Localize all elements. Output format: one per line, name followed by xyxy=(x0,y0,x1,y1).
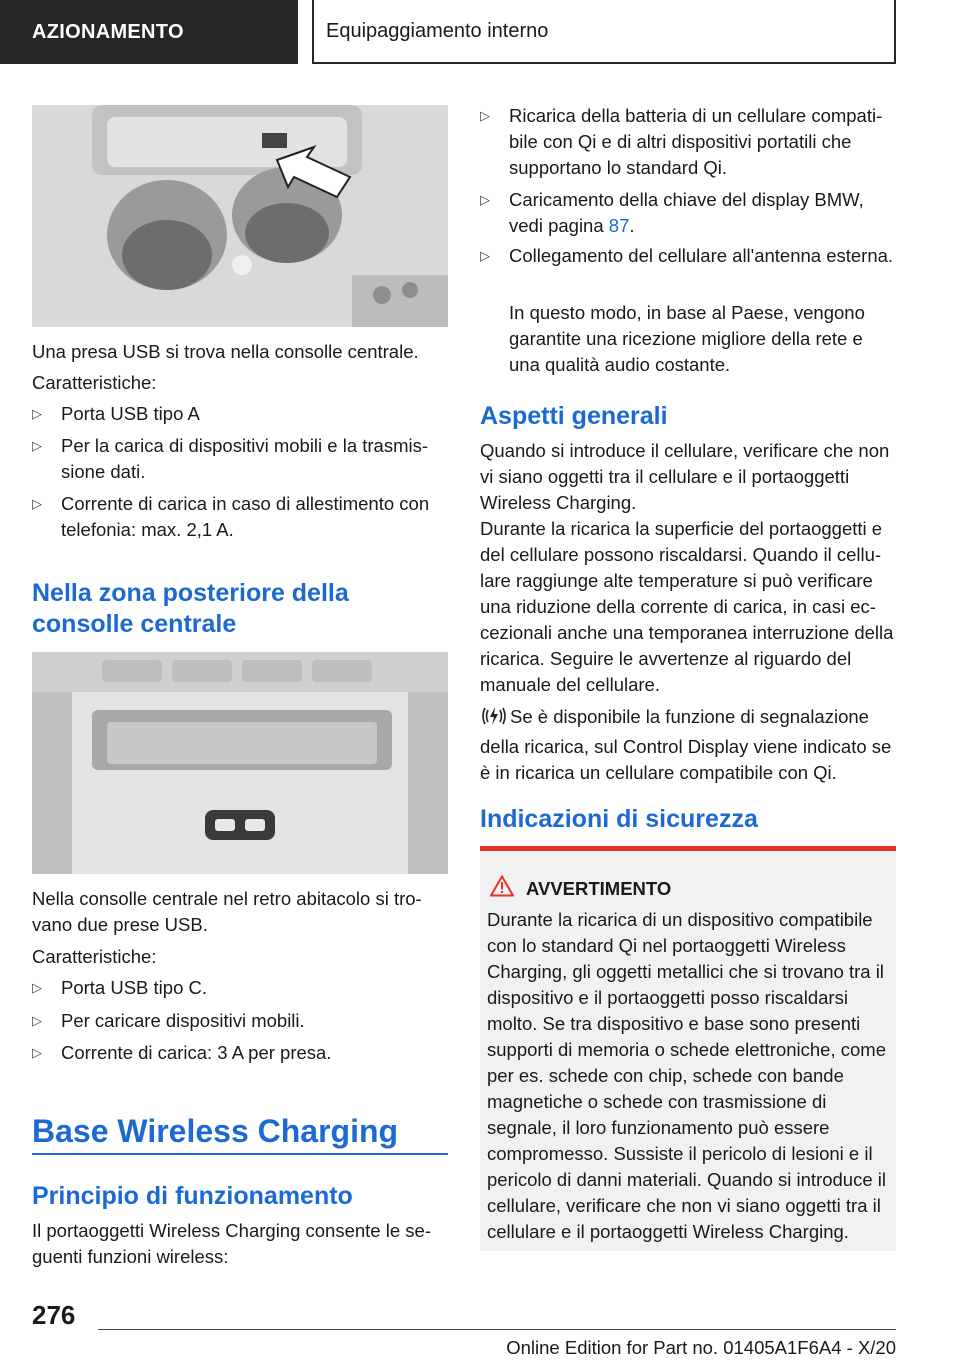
general-paragraph-1: Quando si introduce il cellulare, verificare che non vi siano oggetti tra il cellulare e il portaoggetti Wireless Charging. xyxy=(480,440,890,513)
safety-heading: Indicazioni di sicurezza xyxy=(480,805,758,833)
usb-front-photo xyxy=(32,105,448,327)
list-item: ▷ Porta USB tipo A xyxy=(32,401,448,427)
triangle-bullet-icon: ▷ xyxy=(480,108,490,123)
warning-box xyxy=(480,846,896,1251)
triangle-bullet-icon: ▷ xyxy=(480,248,490,263)
rear-console-text: Nella consolle centrale nel retro abitacolo si tro-vano due prese USB. xyxy=(32,888,422,935)
heading-rule xyxy=(32,1153,448,1155)
chapter-title xyxy=(312,0,896,64)
principle-text: Il portaoggetti Wireless Charging consente le se-guenti funzioni wireless: xyxy=(32,1220,431,1267)
warning-triangle-icon xyxy=(490,875,526,902)
page-link[interactable]: 87 xyxy=(608,215,630,236)
warning-header xyxy=(490,875,671,902)
features-label-2: Caratteristiche: xyxy=(32,946,157,967)
general-paragraph-2: Durante la ricarica la superficie del portaoggetti e del cellulare possono riscaldarsi. Quando il cellu-lare raggiunge alte temperature si può verificare una riduzione della corrente di carica, in casi ec-cezionali anche una temporanea interruzione della ricarica. Seguire le avvertenze al riguardo del manuale del cellulare. xyxy=(480,518,894,695)
features-label-1: Caratteristiche: xyxy=(32,372,157,393)
triangle-bullet-icon: ▷ xyxy=(480,192,490,207)
general-paragraph-3: Se è disponibile la funzione di segnalazione della ricarica, sul Control Display viene indicato se è in ricarica un cellulare compatibile con Qi. xyxy=(480,706,892,783)
list-item: ▷ Ricarica della batteria di un cellulare compati-bile con Qi e di altri dispositivi portatili che supportano lo standard Qi. xyxy=(480,105,883,178)
rear-console-heading: Nella zona posteriore della consolle centrale xyxy=(32,579,349,638)
wireless-charging-icon xyxy=(480,705,510,734)
usb-rear-photo xyxy=(32,652,448,874)
warning-title: AVVERTIMENTO xyxy=(526,877,672,899)
list-item: ▷ Porta USB tipo C. xyxy=(32,975,448,1001)
main-heading: Base Wireless Charging xyxy=(32,1113,399,1149)
section-tab xyxy=(0,0,298,64)
chapter-title-text: Equipaggiamento interno xyxy=(326,19,549,42)
triangle-bullet-icon: ▷ xyxy=(32,980,42,995)
list-item: ▷ Collegamento del cellulare all'antenna esterna. xyxy=(480,243,896,269)
list-item: ▷ Per la carica di dispositivi mobili e la trasmis-sione dati. xyxy=(32,435,429,482)
triangle-bullet-icon: ▷ xyxy=(32,1013,42,1028)
section-label: AZIONAMENTO xyxy=(32,20,184,43)
usb-front-text: Una presa USB si trova nella consolle centrale. xyxy=(32,341,419,362)
list-item: ▷ Caricamento della chiave del display BMW, vedi pagina 87. xyxy=(480,189,864,236)
footer-edition: Online Edition for Part no. 01405A1F6A4 - X/20 xyxy=(506,1337,896,1358)
triangle-bullet-icon: ▷ xyxy=(32,406,42,421)
triangle-bullet-icon: ▷ xyxy=(32,438,42,453)
principle-heading: Principio di funzionamento xyxy=(32,1182,353,1210)
general-heading: Aspetti generali xyxy=(480,402,668,430)
list-item: ▷ Per caricare dispositivi mobili. xyxy=(32,1008,448,1034)
triangle-bullet-icon: ▷ xyxy=(32,1045,42,1060)
triangle-bullet-icon: ▷ xyxy=(32,496,42,511)
warning-text: Durante la ricarica di un dispositivo compatibile con lo standard Qi nel portaoggetti Wireless Charging, gli oggetti metallici che si trovano tra il dispositivo e il portaoggetti posso riscaldarsi molto. Se tra dispositivo e base sono presenti supporti di memoria o schede elettroniche, come per es. schede con chip, schede con bande magnetiche o schede con trasmissione di segnale, il loro funzionamento può essere compromesso. Sussiste il pericolo di lesioni e il pericolo di danni materiali. Quando si introduce il cellulare, verificare che non vi siano oggetti tra il cellulare e il portaoggetti Wireless Charging. xyxy=(487,909,886,1242)
list-item: ▷ Corrente di carica: 3 A per presa. xyxy=(32,1040,448,1066)
bullet-sub-text: In questo modo, in base al Paese, vengono garantite una ricezione migliore della rete e una qualità audio costante. xyxy=(509,302,865,375)
list-item: ▷ Corrente di carica in caso di allestimento con telefonia: max. 2,1 A. xyxy=(32,493,430,540)
page-number: 276 xyxy=(32,1300,76,1330)
footer-rule xyxy=(98,1329,896,1330)
